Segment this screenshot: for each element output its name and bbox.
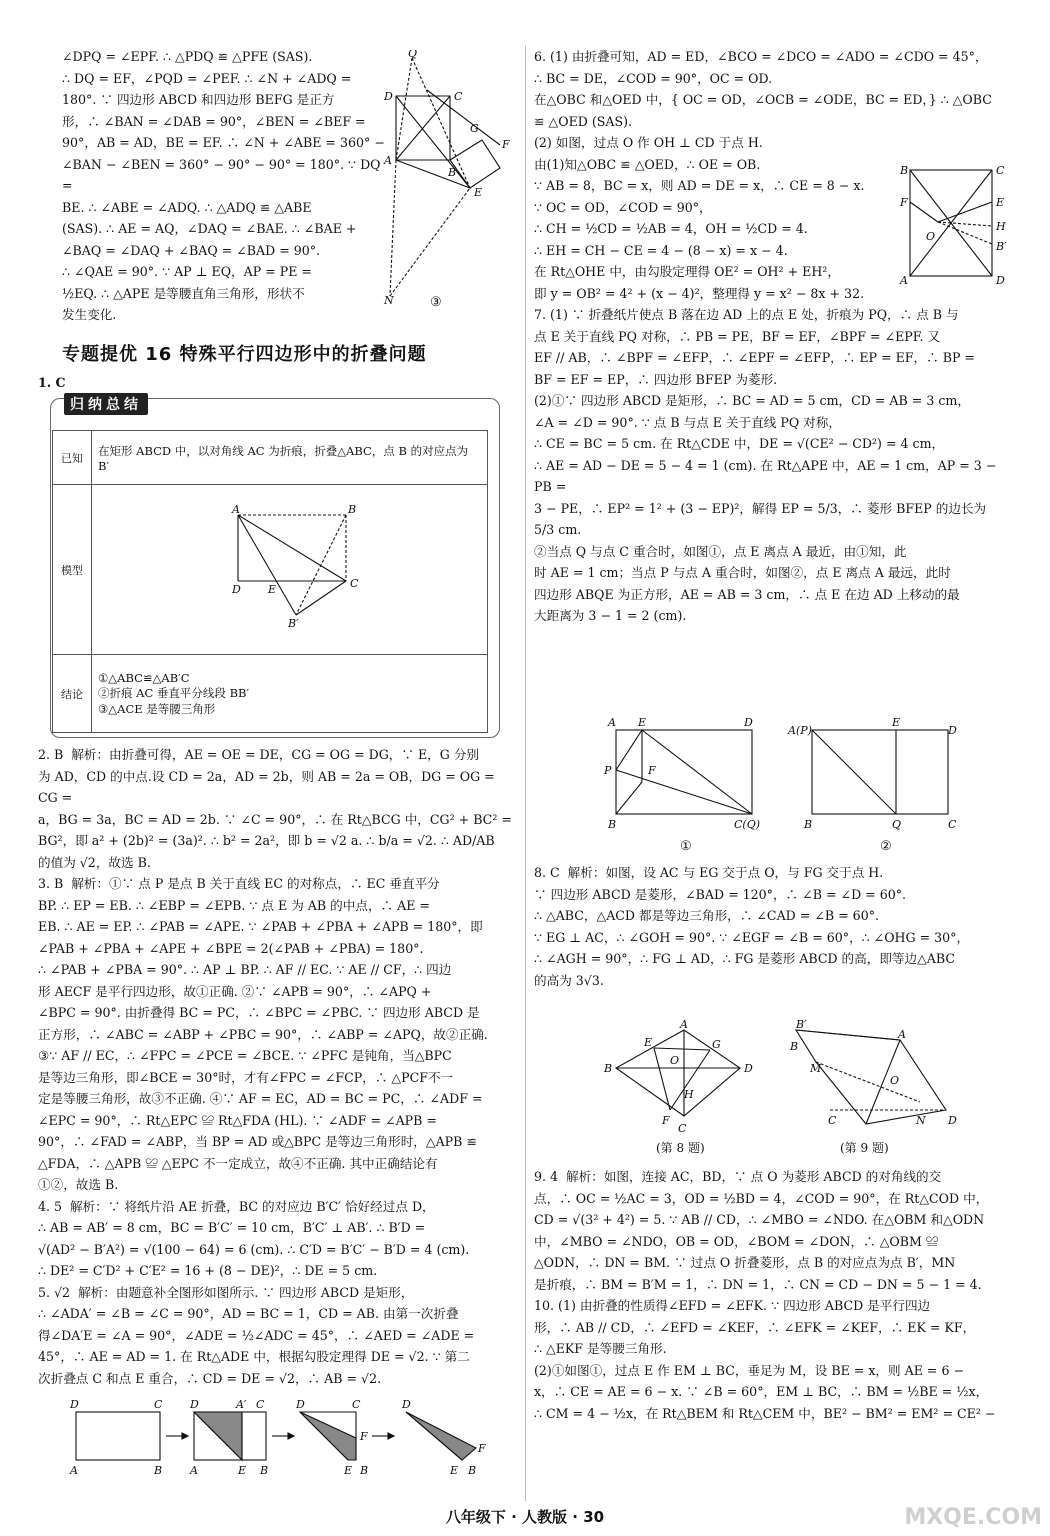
svg-text:F: F (360, 1430, 368, 1443)
left-top-line: 90°，AB = AD，BE = EF. ∴ ∠N + ∠ABE = 360° − (62, 135, 385, 150)
svg-text:C: C (828, 1114, 837, 1127)
column-divider (525, 46, 526, 1501)
right-q9-10-line: 是折痕，∴ BM = B′M = 1，∴ DN = 1，∴ CN = CD − DN = 5 − 1 = 4. (534, 1276, 982, 1292)
svg-text:B: B (348, 503, 357, 516)
right-line: EF // AB，∴ ∠BPF = ∠EFP，∴ ∠EPF = ∠EFP，∴ EP = EF，∴ BP = (534, 350, 975, 365)
left-item-line: 形 AECF 是平行四边形，故①正确. ②∵ ∠APB = 90°，∴ ∠APQ + (38, 983, 432, 999)
left-item-line: ③∵ AF // EC，∴ ∠FPC = ∠PCE = ∠BCE. ∵ ∠PFC 是钝角，当△BPC (38, 1048, 452, 1063)
svg-text:E: E (644, 1036, 653, 1049)
svg-text:Q: Q (892, 818, 902, 831)
svg-text:B: B (448, 166, 457, 179)
left-item-line: ∠BPC = 90°. 由折叠得 BC = PC，∴ ∠BPC = ∠PBC. ∵ 四边形 ABCD 是 (38, 1005, 480, 1020)
svg-text:D: D (384, 90, 393, 103)
right-q9-10-line: 10. (1) 由折叠的性质得∠EFD = ∠EFK. ∵ 四边形 ABCD 是平行四边 (534, 1298, 931, 1313)
svg-text:A: A (608, 716, 616, 729)
svg-text:A: A (190, 1464, 198, 1477)
svg-text:A: A (70, 1464, 78, 1477)
right-q9-10-line: x，∴ CE = AE = 6 − x. ∵ ∠B = 60°，EM ⊥ BC，∴ BM = ½BE = ½x， (534, 1384, 989, 1399)
right-line: ∴ EH = CH − CE = 4 − (8 − x) = x − 4. (534, 242, 788, 258)
left-top-line: ∠DPQ = ∠EPF. ∴ △PDQ ≌ △PFE (SAS). (62, 49, 313, 64)
left-item-line: BP. ∴ EP = EB. ∴ ∠EBP = ∠EPB. ∵ 点 E 为 AB 的中点，∴ AE = (38, 897, 430, 913)
svg-text:C: C (256, 1398, 265, 1411)
left-top-line: ∠BAN − ∠BEN = 360° − 90° − 90° = 180°. ∵ DQ = (62, 156, 385, 193)
left-item-line: BG²，即 a² + (2b)² = (3a)². ∴ b² = 2a²，即 b = √2 a. ∴ b/a = √2. ∴ AD/AB (38, 833, 495, 848)
left-top-line: 形，∴ ∠BAN = ∠DAB = 90°，∠BEN = ∠BEF = (62, 113, 366, 129)
left-top-line: ½EQ. ∴ △APE 是等腰直角三角形，形状不 (62, 285, 305, 301)
svg-text:C: C (996, 164, 1005, 177)
svg-text:D: D (70, 1398, 79, 1411)
svg-text:G: G (470, 122, 479, 135)
summary-conclusion-2: ②折痕 AC 垂直平分线段 BB′ (98, 685, 250, 700)
left-item-line: 定是等腰三角形，故③不正确. ④∵ AF = EC，AD = BC = PC，∴ ∠ADF = (38, 1091, 483, 1106)
left-item-line: ①②，故选 B. (38, 1177, 119, 1192)
svg-text:A: A (900, 274, 908, 287)
svg-text:E: E (996, 196, 1005, 209)
left-top-line: (SAS). ∴ AE = AQ，∠DAQ = ∠BAE. ∴ ∠BAE + (62, 221, 357, 236)
right-line: 由(1)知△OBC ≌ △OED，∴ OE = OB. (534, 156, 761, 172)
summary-model-figure (92, 485, 488, 655)
svg-text:B′: B′ (796, 1020, 807, 1031)
summary-conclusion-1: ①△ABC≌△AB′C (98, 670, 190, 685)
left-item-line: 3. B 解析：①∵ 点 P 是点 B 关于直线 EC 的对称点，∴ EC 垂直平分 (38, 876, 440, 891)
right-line: ∴ CE = BC = 5 cm. 在 Rt△CDE 中，DE = √(CE² − CD²) = 4 cm， (534, 436, 945, 451)
right-q8-line: ∴ △ABC，△ACD 都是等边三角形，∴ ∠CAD = ∠B = 60°. (534, 908, 880, 923)
svg-text:C: C (948, 818, 957, 831)
summary-model-key: 模型 (53, 485, 92, 655)
right-column (534, 46, 1004, 627)
right-q9-10-line: 点，∴ OC = ½AC = 3，OD = ½BD = 4，∠COD = 90°，在 Rt△COD 中， (534, 1190, 989, 1206)
svg-text:B: B (154, 1464, 163, 1477)
left-item-line: ∴ AB = AB′ = 8 cm，BC = B′C′ = 10 cm，B′C′ ⊥ AB′. ∴ B′D = (38, 1220, 426, 1235)
svg-text:O: O (670, 1054, 680, 1067)
left-item-line: a，BG = 3a，BC = AD = 2b. ∵ ∠C = 90°，∴ 在 Rt△BCG 中，CG² + BC² = (38, 811, 512, 827)
svg-text:D: D (232, 583, 241, 596)
svg-text:E: E (344, 1464, 353, 1477)
fold-model-diagram (218, 503, 418, 633)
left-top-line: 发生变化. (62, 307, 117, 322)
summary-table (52, 430, 488, 733)
left-item-line: 5. √2 解析：由题意补全图形如图所示. ∵ 四边形 ABCD 是矩形， (38, 1284, 414, 1300)
right-line: ∴ CH = ½CD = ½AB = 4，OH = ½CD = 4. (534, 221, 808, 236)
page-footer: 八年级下 · 人教版 · 30 (445, 1508, 605, 1526)
left-top-line: 180°. ∵ 四边形 ABCD 和四边形 BEFG 是正方 (62, 92, 335, 107)
svg-text:A(P): A(P) (788, 724, 812, 737)
right-q8-line: 8. C 解析：如图，设 AC 与 EG 交于点 O，与 FG 交于点 H. (534, 865, 884, 880)
left-item-line: √(AD² − B′A²) = √(100 − 64) = 6 (cm). ∴ C′D = B′C′ − B′D = 4 (cm). (38, 1241, 470, 1257)
svg-text:N: N (384, 294, 394, 307)
right-line: (2) 如图，过点 O 作 OH ⊥ CD 于点 H. (534, 135, 763, 150)
svg-text:C: C (678, 1122, 687, 1135)
svg-text:F: F (900, 196, 908, 209)
summary-known-key: 已知 (53, 431, 92, 485)
item-1: 1. C (38, 375, 66, 390)
right-line: 6. (1) 由折叠可知，AD = ED，∠BCO = ∠DCO = ∠ADO = ∠CDO = 45°， (534, 49, 988, 64)
right-q9-10-line: ∴ △EKF 是等腰三角形. (534, 1341, 667, 1356)
svg-text:E: E (474, 186, 483, 199)
svg-text:B′: B′ (288, 617, 299, 630)
svg-text:B: B (900, 164, 909, 177)
figure-9-caption: (第 9 题) (840, 1141, 889, 1155)
right-line: 四边形 ABQE 为正方形，AE = AB = 3 cm，∴ 点 E 在边 AD 上移动的最 (534, 586, 960, 602)
left-item-line: ∠EPC = 90°，∴ Rt△EPC ≌ Rt△FDA (HL). ∵ ∠ADF = ∠APB = (38, 1112, 437, 1128)
svg-text:O: O (926, 230, 936, 243)
right-q9-10-line: ∴ CM = 4 − ½x，在 Rt△BEM 和 Rt△CEM 中，BE² − BM² = EM² = CE² − (534, 1405, 996, 1421)
summary-conclusion-3: ③△ACE 是等腰三角形 (98, 701, 216, 716)
left-item-line: EB. ∴ AE = EP. ∴ ∠PAB = ∠APE. ∵ ∠PAB + ∠PBA + ∠APB = 180°，即 (38, 919, 483, 934)
right-line: BF = EF = EP，∴ 四边形 BFEP 为菱形. (534, 371, 778, 387)
svg-text:N: N (916, 1114, 926, 1127)
svg-text:F: F (478, 1442, 486, 1455)
left-top-line: BE. ∴ ∠ABE = ∠ADQ. ∴ △ADQ ≌ △ABE (62, 199, 312, 215)
svg-text:A′: A′ (236, 1398, 247, 1411)
svg-text:Q: Q (408, 50, 418, 60)
figure-7-diagrams (598, 712, 998, 860)
left-item-line: ∴ ∠ADA′ = ∠B = ∠C = 90°，AD = BC = 1，CD = AB. 由第一次折叠 (38, 1306, 459, 1321)
left-item-line: 正方形，∴ ∠ABC = ∠ABP + ∠PBC = 90°，∴ ∠ABP = ∠APQ，故②正确. (38, 1026, 488, 1042)
left-item-line: 是等边三角形，即∠BCE = 30°时，才有∠FPC = ∠FCP，∴ △PCF不一 (38, 1069, 454, 1085)
left-column-items (38, 744, 516, 1389)
svg-text:D: D (190, 1398, 199, 1411)
svg-text:M: M (810, 1062, 822, 1075)
right-line: 5/3 cm. (534, 522, 582, 537)
svg-text:F: F (502, 138, 510, 151)
left-top-line: ∠BAQ = ∠DAQ + ∠BAQ = ∠BAD = 90°. (62, 242, 321, 258)
watermark-logo: MXQE.COM (904, 1505, 1042, 1530)
right-line: ∵ AB = 8，BC = x，则 AD = DE = x，∴ CE = 8 − x. (534, 178, 865, 193)
right-column-q8 (534, 862, 1004, 991)
svg-text:O: O (890, 1074, 900, 1087)
left-top-line: ∴ DQ = EF，∠PQD = ∠PEF. ∴ ∠N + ∠ADQ = (62, 70, 352, 86)
left-item-line: ∴ ∠PAB + ∠PBA = 90°. ∴ AP ⊥ BP. ∴ AF // EC. ∵ AE // CF，∴ 四边 (38, 962, 452, 977)
right-line: ∴ AE = AD − DE = 5 − 4 = 1 (cm). 在 Rt△APE 中，AE = 1 cm，AP = 3 − PB = (534, 457, 1001, 494)
figure-7-caption-1: ① (680, 839, 692, 854)
right-q9-10-line: 中，∠MBO = ∠NDO，OB = OD，∠BOM = ∠DON，∴ △OBM ≌ (534, 1233, 939, 1249)
svg-text:B: B (260, 1464, 269, 1477)
svg-text:C: C (154, 1398, 163, 1411)
figure-3-diagram (382, 50, 518, 312)
right-q9-10-line: 形，∴ AB // CD，∴ ∠EFD = ∠KEF，∴ ∠EFK = ∠KEF，∴ EK = KF， (534, 1319, 976, 1335)
right-line: 即 y = OB² = 4² + (x − 4)²，整理得 y = x² − 8x + 32. (534, 285, 865, 301)
svg-text:A: A (384, 154, 392, 167)
svg-text:B: B (608, 818, 617, 831)
right-line: ∴ BC = DE，∠COD = 90°，OC = OD. (534, 70, 773, 86)
figure-8-caption: (第 8 题) (656, 1141, 705, 1155)
right-q8-line: ∵ EG ⊥ AC，∴ ∠GOH = 90°. ∵ ∠EGF = ∠B = 60°，∴ ∠OHG = 30°， (534, 929, 970, 945)
svg-text:D: D (948, 724, 957, 737)
right-line: 7. (1) ∵ 折叠纸片使点 B 落在边 AD 上的点 E 处，折痕为 PQ，∴ 点 B 与 (534, 307, 959, 322)
figure-8-9-diagrams (600, 1020, 960, 1160)
svg-text:C: C (352, 1398, 361, 1411)
svg-text:B: B (604, 1062, 613, 1075)
figure-7-caption-2: ② (880, 839, 892, 854)
svg-text:B: B (360, 1464, 369, 1477)
summary-known-text: 在矩形 ABCD 中，以对角线 AC 为折痕，折叠△ABC，点 B 的对应点为 B′ (92, 431, 488, 485)
right-line: 大距离为 3 − 1 = 2 (cm). (534, 608, 687, 623)
svg-text:B: B (790, 1040, 799, 1053)
right-line: ∠A = ∠D = 90°. ∵ 点 B 与点 E 关于直线 PQ 对称， (534, 414, 841, 430)
svg-text:H: H (996, 220, 1006, 233)
right-line: 点 E 关于直线 PQ 对称，∴ PB = PE，BF = EF，∠BPF = ∠EPF. 又 (534, 328, 941, 344)
left-top-line: ∴ ∠QAE = 90°. ∵ AP ⊥ EQ，AP = PE = (62, 264, 312, 279)
svg-text:C(Q): C(Q) (734, 818, 761, 831)
left-item-line: 90°，∴ ∠FAD = ∠ABP，当 BP = AD 或△BPC 是等边三角形时，△APB ≌ (38, 1134, 477, 1149)
right-q9-10-line: (2)①如图①，过点 E 作 EM ⊥ BC，垂足为 M，设 BE = x，则 AE = 6 − (534, 1362, 965, 1378)
right-q8-line: 的高为 3√3. (534, 972, 604, 988)
right-q9-10-line: CD = √(3² + 4²) = 5. ∵ AB // CD，∴ ∠MBO = ∠NDO. 在△OBM 和△ODN (534, 1212, 985, 1227)
svg-text:H: H (684, 1088, 694, 1101)
svg-text:F: F (662, 1114, 670, 1127)
right-line: 在 Rt△OHE 中，由勾股定理得 OE² = OH² + EH²， (534, 264, 840, 279)
left-item-line: 得∠DA′E = ∠A = 90°，∠ADE = ½∠ADC = 45°，∴ ∠AED = ∠ADE = (38, 1327, 475, 1343)
svg-text:D: D (948, 1114, 957, 1127)
left-item-line: 45°，∴ AE = AD = 1. 在 Rt△ADE 中，根据勾股定理得 DE = √2. ∵ 第二 (38, 1349, 470, 1364)
right-line: 时 AE = 1 cm；当点 P 与点 A 重合时，如图②，点 E 离点 A 最远，此时 (534, 565, 951, 580)
svg-text:C: C (454, 90, 463, 103)
right-column-q9-10 (534, 1166, 1004, 1424)
svg-text:B′: B′ (996, 240, 1007, 253)
figure-6-diagram (898, 160, 1008, 290)
svg-text:A: A (680, 1020, 688, 1031)
svg-text:E: E (268, 583, 277, 596)
svg-text:E: E (892, 716, 901, 729)
svg-text:F: F (648, 764, 656, 777)
right-q9-10-line: 9. 4 解析：如图，连接 AC，BD，∵ 点 O 为菱形 ABCD 的对角线的交 (534, 1169, 942, 1184)
summary-title: 归纳总结 (64, 393, 148, 415)
figure-3-label: ③ (430, 295, 442, 310)
svg-text:E: E (450, 1464, 459, 1477)
left-item-line: 2. B 解析：由折叠可得，AE = OE = DE，CG = OG = DG，∵ E，G 分别 (38, 747, 480, 762)
svg-text:E: E (638, 716, 647, 729)
section-heading: 专题提优 16 特殊平行四边形中的折叠问题 (62, 344, 427, 365)
right-line: (2)①∵ 四边形 ABCD 是矩形，∴ BC = AD = 5 cm，CD = AB = 3 cm， (534, 393, 970, 408)
left-item-line: ∴ DE² = C′D² + C′E² = 16 + (8 − DE)²，∴ DE = 5 cm. (38, 1263, 378, 1278)
svg-text:P: P (604, 764, 612, 777)
summary-conclusions (92, 655, 488, 733)
svg-text:D: D (744, 716, 753, 729)
svg-text:D: D (996, 274, 1005, 287)
right-q9-10-line: △ODN，∴ DN = BM. ∵ 过点 O 折叠菱形，点 B 的对应点为点 B′，MN (534, 1255, 956, 1270)
svg-text:D: D (744, 1062, 753, 1075)
right-line: 3 − PE，∴ EP² = 1² + (3 − EP)²，解得 EP = 5/3，∴ 菱形 BFEP 的边长为 (534, 500, 987, 516)
svg-text:A: A (898, 1028, 906, 1041)
left-item-line: △FDA，∴ △APB ≌ △EPC 不一定成立，故④不正确. 其中正确结论有 (38, 1155, 438, 1171)
svg-text:G: G (712, 1038, 721, 1051)
left-item-line: 次折叠点 C 和点 E 重合，∴ CD = DE = √2，∴ AB = √2. (38, 1370, 382, 1386)
svg-text:B: B (468, 1464, 477, 1477)
svg-text:D: D (296, 1398, 305, 1411)
summary-conclusion-key: 结论 (53, 655, 92, 733)
svg-text:A: A (232, 503, 240, 516)
left-item-line: 的值为 √2，故选 B. (38, 854, 151, 870)
svg-text:D: D (402, 1398, 411, 1411)
right-q8-line: ∵ 四边形 ABCD 是菱形，∠BAD = 120°，∴ ∠B = ∠D = 60°. (534, 886, 907, 902)
left-item-line: 4. 5 解析：∵ 将纸片沿 AE 折叠，BC 的对应边 B′C′ 恰好经过点 D， (38, 1198, 435, 1214)
right-line: 在△OBC 和△OED 中，{ OC = OD，∠OCB = ∠ODE，BC = ED，} ∴ △OBC ≌ △OED (SAS). (534, 92, 996, 129)
left-column-top (62, 46, 387, 326)
svg-text:C: C (350, 577, 359, 590)
left-item-line: 为 AD，CD 的中点.设 CD = 2a，AD = 2b，则 AB = 2a = OB，DG = OG = CG = (38, 768, 499, 805)
svg-text:B: B (804, 818, 813, 831)
right-line: ②当点 Q 与点 C 重合时，如图①，点 E 离点 A 最近，由①知，此 (534, 543, 907, 559)
left-item-line: ∠PAB + ∠PBA + ∠APE + ∠BPE = 2(∠PAB + ∠PBA) = 180°. (38, 940, 424, 956)
right-line: ∵ OC = OD，∠COD = 90°， (534, 199, 712, 215)
right-q8-line: ∴ ∠AGH = 90°，∴ FG ⊥ AD，∴ FG 是菱形 ABCD 的高，即等边△ABC (534, 951, 956, 966)
figure-5-fold-sequence (66, 1398, 506, 1478)
svg-text:E: E (238, 1464, 247, 1477)
